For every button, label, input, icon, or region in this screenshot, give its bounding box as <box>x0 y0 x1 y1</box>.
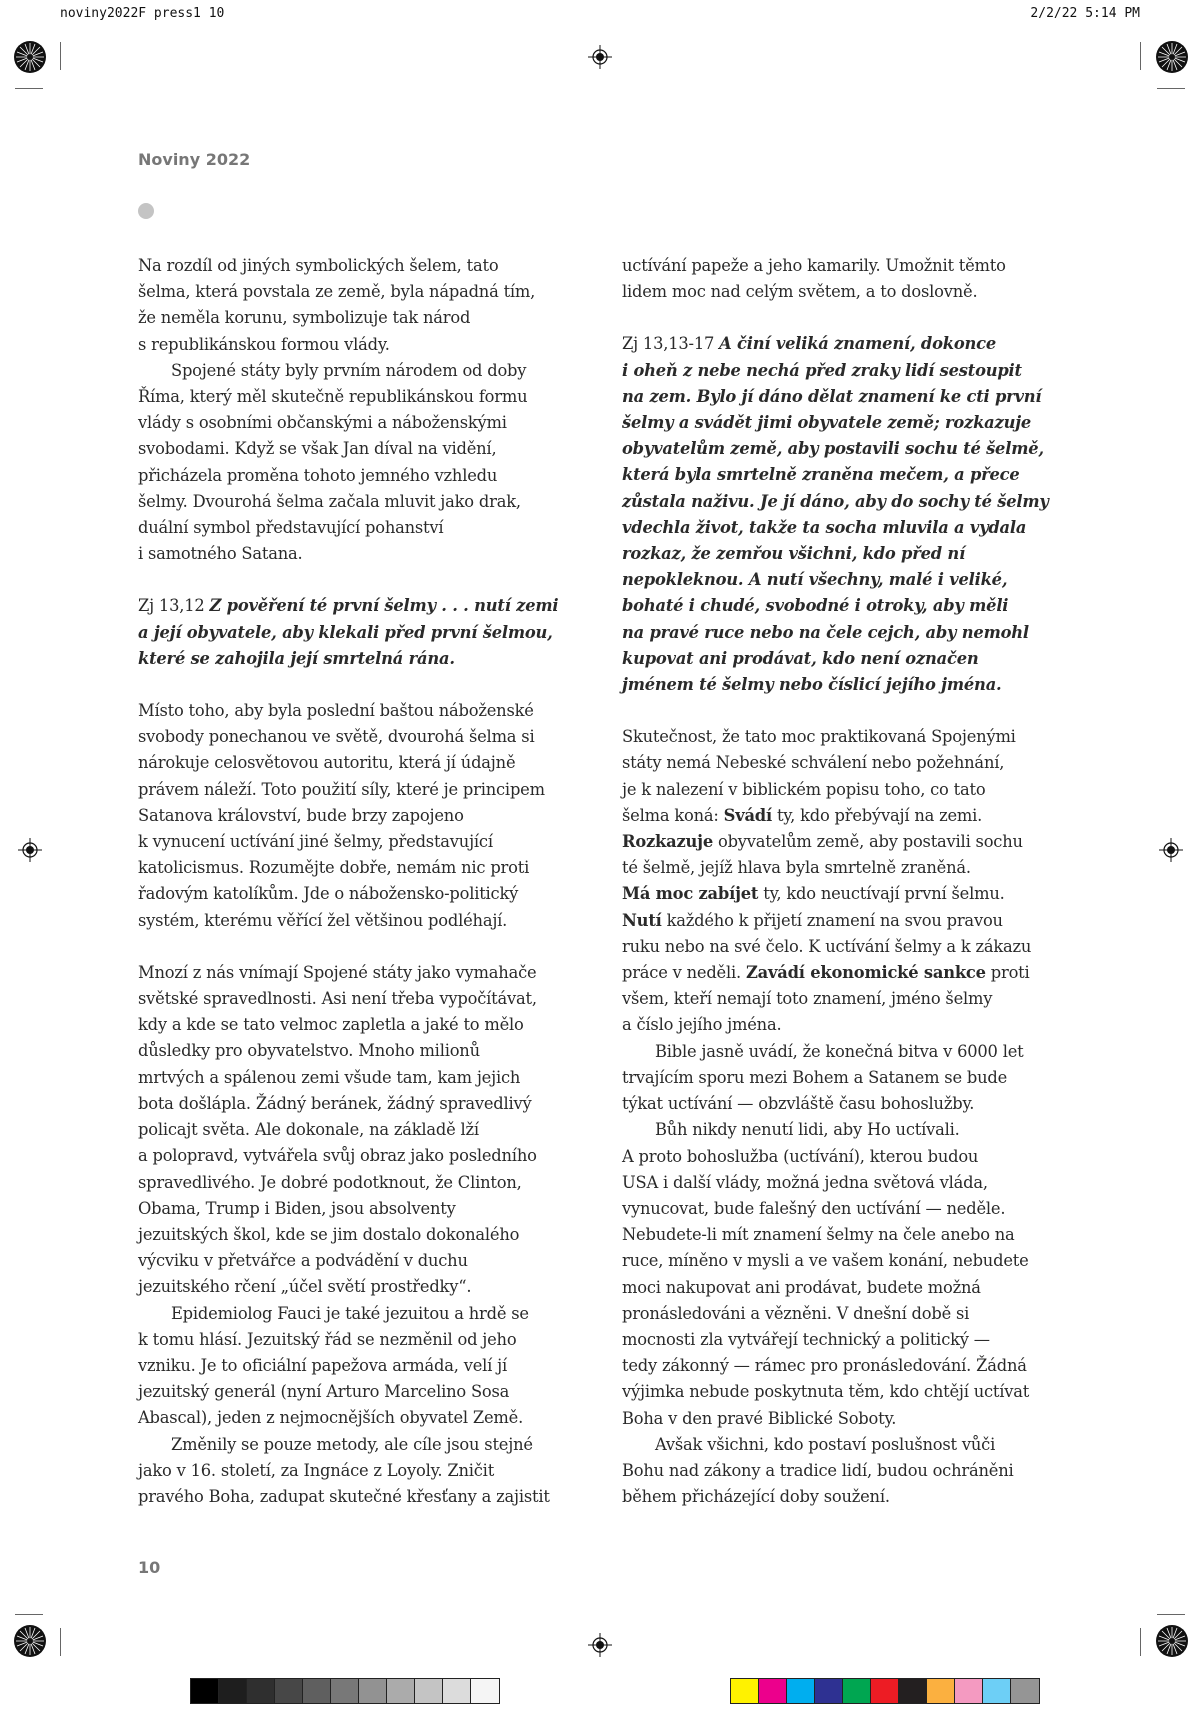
grayscale-color-bar <box>190 1678 500 1704</box>
text-run: proti <box>985 963 1030 983</box>
registration-mark-icon <box>1155 40 1189 74</box>
paragraph <box>622 1039 1087 1118</box>
color-swatch <box>191 1679 219 1703</box>
text-run: šelmy. Dvourohá šelma začala mluvit jako drak, <box>138 491 521 511</box>
text-run: práce v neděli. <box>622 963 746 983</box>
process-color-bar <box>730 1678 1040 1704</box>
crop-mark <box>60 1628 61 1656</box>
color-swatch <box>955 1679 983 1703</box>
text-run: Skutečnost, že tato moc praktikovaná Spojenými <box>622 727 1016 747</box>
registration-mark-icon <box>1155 1624 1189 1658</box>
text-run: jezuitských škol, kde se jim dostalo dokonalého <box>138 1224 520 1244</box>
running-header: Noviny 2022 <box>138 150 251 169</box>
crosshair-icon <box>588 1633 612 1657</box>
text-run: i samotného Satana. <box>138 544 303 564</box>
slug-filename: noviny2022F press1 10 <box>60 6 225 21</box>
text-run: šelma, která povstala ze země, byla nápadná tím, <box>138 282 536 302</box>
text-run: že neměla korunu, symbolizuje tak národ <box>138 308 471 328</box>
scripture-quote: jménem té šelmy nebo číslicí jejího jména. <box>622 675 1002 695</box>
text-run: té šelmě, jejíž hlava byla smrtelně zraněná. <box>622 858 971 878</box>
text-run: jezuitského rčení „účel světí prostředky“. <box>138 1277 472 1297</box>
text-run: řadovým katolíkům. Jde o nábožensko-politický <box>138 884 519 904</box>
paragraph <box>622 724 1087 1038</box>
scripture-quote: zůstala naživu. Je jí dáno, aby do sochy té šelmy <box>622 491 1049 511</box>
text-run: právem náleží. Toto použití síly, které je principem <box>138 779 545 799</box>
text-run: Změnily se pouze metody, ale cíle jsou stejné <box>171 1434 533 1454</box>
color-swatch <box>443 1679 471 1703</box>
text-run: Mnozí z nás vnímají Spojené státy jako vymahače <box>138 962 537 982</box>
text-run: týkat uctívání — obzvláště času bohoslužby. <box>622 1094 975 1114</box>
color-swatch <box>731 1679 759 1703</box>
crosshair-icon <box>18 838 42 862</box>
paragraph <box>138 253 603 358</box>
crop-mark <box>60 42 61 70</box>
text-run: během přicházející doby soužení. <box>622 1487 890 1507</box>
text-run: USA i další vlády, možná jedna světová vláda, <box>622 1172 988 1192</box>
scripture-quote: Z pověření té první šelmy . . . nutí zemi <box>209 596 559 616</box>
text-run: vzniku. Je to oficiální papežova armáda, velí jí <box>138 1355 508 1375</box>
color-swatch <box>415 1679 443 1703</box>
text-run: Bůh nikdy nenutí lidi, aby Ho uctívali. <box>655 1120 960 1140</box>
bold-text: Rozkazuje <box>622 832 713 852</box>
text-run: pronásledováni a vězněni. V dnešní době si <box>622 1303 970 1323</box>
paragraph <box>622 1144 1087 1432</box>
paragraph <box>622 331 1087 698</box>
text-run: Nebudete-li mít znamení šelmy na čele anebo na <box>622 1225 1015 1245</box>
text-run: katolicismus. Rozumějte dobře, nemám nic proti <box>138 858 530 878</box>
color-swatch <box>787 1679 815 1703</box>
text-run: policajt světa. Ale dokonale, na základě lží <box>138 1120 479 1140</box>
text-run: uctívání papeže a jeho kamarily. Umožnit těmto <box>622 256 1006 275</box>
crop-mark <box>1157 1614 1185 1615</box>
text-run: nárokuje celosvětovou autoritu, která jí údajně <box>138 753 516 773</box>
text-run: Spojené státy byly prvním národem od doby <box>171 360 527 380</box>
text-run: Obama, Trump i Biden, jsou absolventy <box>138 1198 456 1218</box>
text-run: výjimka nebude poskytnuta těm, kdo chtějí uctívat <box>622 1382 1030 1402</box>
text-run: Bohu nad zákony a tradice lidí, budou ochráněni <box>622 1460 1014 1480</box>
text-run: ruce, míněno v mysli a ve vašem konání, nebudete <box>622 1251 1029 1271</box>
text-run: všem, kteří nemají toto znamení, jméno šelmy <box>622 989 993 1009</box>
text-run: moci nakupovat ani prodávat, budete možná <box>622 1277 981 1297</box>
scripture-quote: na pravé ruce nebo na čele cejch, aby nemohl <box>622 622 1029 642</box>
color-swatch <box>247 1679 275 1703</box>
text-run: A proto bohoslužba (uctívání), kterou budou <box>622 1146 979 1166</box>
text-run: k vynucení uctívání jiné šelmy, představující <box>138 832 493 852</box>
crosshair-icon <box>1159 838 1183 862</box>
scripture-quote: na zem. Bylo jí dáno dělat znamení ke cti první <box>622 386 1042 406</box>
text-run: přicházela proměna tohoto jemného vzhledu <box>138 465 498 485</box>
color-swatch <box>815 1679 843 1703</box>
paragraph <box>138 960 603 1301</box>
text-run: jako v 16. století, za Ingnáce z Loyoly. Zničit <box>138 1460 495 1480</box>
color-swatch <box>927 1679 955 1703</box>
text-run: duální symbol představující pohanství <box>138 518 444 538</box>
text-run: Epidemiolog Fauci je také jezuitou a hrdě se <box>171 1303 529 1323</box>
text-run: kdy a kde se tato velmoc zapletla a jaké to mělo <box>138 1015 524 1035</box>
header-bullet <box>138 203 154 219</box>
text-run: Místo toho, aby byla poslední baštou náboženské <box>138 701 534 721</box>
text-run: Na rozdíl od jiných symbolických šelem, tato <box>138 256 499 275</box>
paragraph <box>138 1432 603 1511</box>
color-swatch <box>359 1679 387 1703</box>
color-swatch <box>331 1679 359 1703</box>
paragraph <box>138 593 603 672</box>
scripture-quote: bohaté i chudé, svobodné i otroky, aby měli <box>622 596 1009 616</box>
text-run: svobodami. Když se však Jan díval na vidění, <box>138 439 497 459</box>
scripture-quote: nepokleknou. A nutí všechny, malé i veliké, <box>622 570 1008 590</box>
text-run: a polopravd, vytvářela svůj obraz jako posledního <box>138 1146 537 1166</box>
text-run: mocnosti zla vytvářejí technický a politický — <box>622 1329 990 1349</box>
text-run: mrtvých a spálenou zemi všude tam, kam jejich <box>138 1067 521 1087</box>
text-run: Abascal), jeden z nejmocnějších obyvatel Země. <box>138 1408 524 1428</box>
bold-text: Nutí <box>622 910 662 930</box>
text-run: trvajícím sporu mezi Bohem a Satanem se bude <box>622 1067 1008 1087</box>
color-swatch <box>219 1679 247 1703</box>
left-text-column <box>138 253 603 1510</box>
paragraph <box>138 1301 603 1432</box>
text-run: a číslo jejího jména. <box>622 1015 782 1035</box>
paragraph <box>622 1117 1087 1143</box>
crop-mark <box>1140 1628 1141 1656</box>
scripture-quote: obyvatelům země, aby postavili sochu té šelmě, <box>622 439 1044 459</box>
text-run: důsledky pro obyvatelstvo. Mnoho milionů <box>138 1041 480 1061</box>
bold-text: Svádí <box>723 805 772 825</box>
crop-mark <box>1157 88 1185 89</box>
crop-mark <box>15 88 43 89</box>
color-swatch <box>843 1679 871 1703</box>
scripture-quote: šelmy a svádět jimi obyvatele země; rozkazuje <box>622 413 1032 433</box>
text-run: systém, kterému věřící žel většinou podléhají. <box>138 910 508 930</box>
paragraph <box>622 1432 1087 1511</box>
color-swatch <box>983 1679 1011 1703</box>
text-run: Boha v den pravé Biblické Soboty. <box>622 1408 897 1428</box>
text-run: lidem moc nad celým světem, a to doslovně. <box>622 282 978 302</box>
text-run: výcviku v přetvářce a podvádění v duchu <box>138 1251 468 1271</box>
text-run: šelma koná: <box>622 805 724 825</box>
color-swatch <box>1011 1679 1039 1703</box>
scripture-quote: a její obyvatele, aby klekali před první šelmou, <box>138 622 553 642</box>
color-swatch <box>471 1679 499 1703</box>
color-swatch <box>871 1679 899 1703</box>
text-run: vynucovat, bude falešný den uctívání — neděle. <box>622 1198 1006 1218</box>
crop-mark <box>15 1614 43 1615</box>
text-run: Zj 13,13-17 <box>622 334 720 354</box>
text-run: tedy zákonný — rámec pro pronásledování. Žádná <box>622 1356 1027 1376</box>
scripture-quote: i oheň z nebe nechá před zraky lidí sestoupit <box>622 360 1022 380</box>
scripture-quote: A činí veliká znamení, dokonce <box>719 334 996 354</box>
text-run: Satanova království, bude brzy zapojeno <box>138 805 464 825</box>
color-swatch <box>899 1679 927 1703</box>
scripture-quote: kupovat ani prodávat, kdo není označen <box>622 648 979 668</box>
text-run: Zj 13,12 <box>138 596 210 616</box>
text-run: jezuitský generál (nyní Arturo Marcelino Sosa <box>138 1382 510 1402</box>
scripture-quote: které se zahojila její smrtelná rána. <box>138 648 455 668</box>
text-run: ty, kdo neuctívají první šelmu. <box>758 884 1005 904</box>
slug-timestamp: 2/2/22 5:14 PM <box>1030 6 1140 21</box>
bold-text: Zavádí ekonomické sankce <box>745 963 986 983</box>
text-run: k tomu hlásí. Jezuitský řád se nezměnil od jeho <box>138 1329 517 1349</box>
color-swatch <box>387 1679 415 1703</box>
paragraph <box>138 698 603 934</box>
crosshair-icon <box>588 45 612 69</box>
text-run: každého k přijetí znamení na svou pravou <box>661 910 1003 930</box>
text-run: ty, kdo přebývají na zemi. <box>771 805 983 825</box>
scripture-quote: která byla smrtelně zraněna mečem, a přece <box>622 465 1020 485</box>
text-run: obyvatelům země, aby postavili sochu <box>713 832 1023 852</box>
crop-mark <box>1140 42 1141 70</box>
scripture-quote: vdechla život, takže ta socha mluvila a vydala <box>622 517 1027 537</box>
text-run: bota došlápla. Žádný beránek, žádný spravedlivý <box>138 1093 532 1113</box>
page-number: 10 <box>138 1558 161 1577</box>
right-text-column <box>622 253 1087 1510</box>
paragraph <box>138 358 603 568</box>
text-run: světské spravedlnosti. Asi není třeba vypočítávat, <box>138 989 537 1009</box>
text-run: Říma, který měl skutečně republikánskou formu <box>138 387 528 407</box>
text-run: státy nemá Nebeské schválení nebo požehnání, <box>622 753 1005 773</box>
text-run: pravého Boha, zadupat skutečné křesťany a zajistit <box>138 1486 550 1506</box>
text-run: vlády s osobními občanskými a náboženskými <box>138 413 507 433</box>
registration-mark-icon <box>13 1624 47 1658</box>
text-run: Bible jasně uvádí, že konečná bitva v 6000 let <box>655 1041 1024 1061</box>
scripture-quote: rozkaz, že zemřou všichni, kdo před ní <box>622 544 966 564</box>
text-run: s republikánskou formou vlády. <box>138 334 390 354</box>
text-run: ruku nebo na své čelo. K uctívání šelmy a k zákazu <box>622 936 1032 956</box>
color-swatch <box>759 1679 787 1703</box>
color-swatch <box>303 1679 331 1703</box>
text-run: spravedlivého. Je dobré podotknout, že Clinton, <box>138 1172 522 1192</box>
text-run: Avšak všichni, kdo postaví poslušnost vůči <box>655 1434 996 1454</box>
bold-text: Má moc zabíjet <box>622 884 759 904</box>
registration-mark-icon <box>13 40 47 74</box>
text-run: je k nalezení v biblickém popisu toho, co tato <box>622 779 986 799</box>
text-run: svobody ponechanou ve světě, dvourohá šelma si <box>138 727 535 747</box>
paragraph <box>622 253 1087 305</box>
color-swatch <box>275 1679 303 1703</box>
